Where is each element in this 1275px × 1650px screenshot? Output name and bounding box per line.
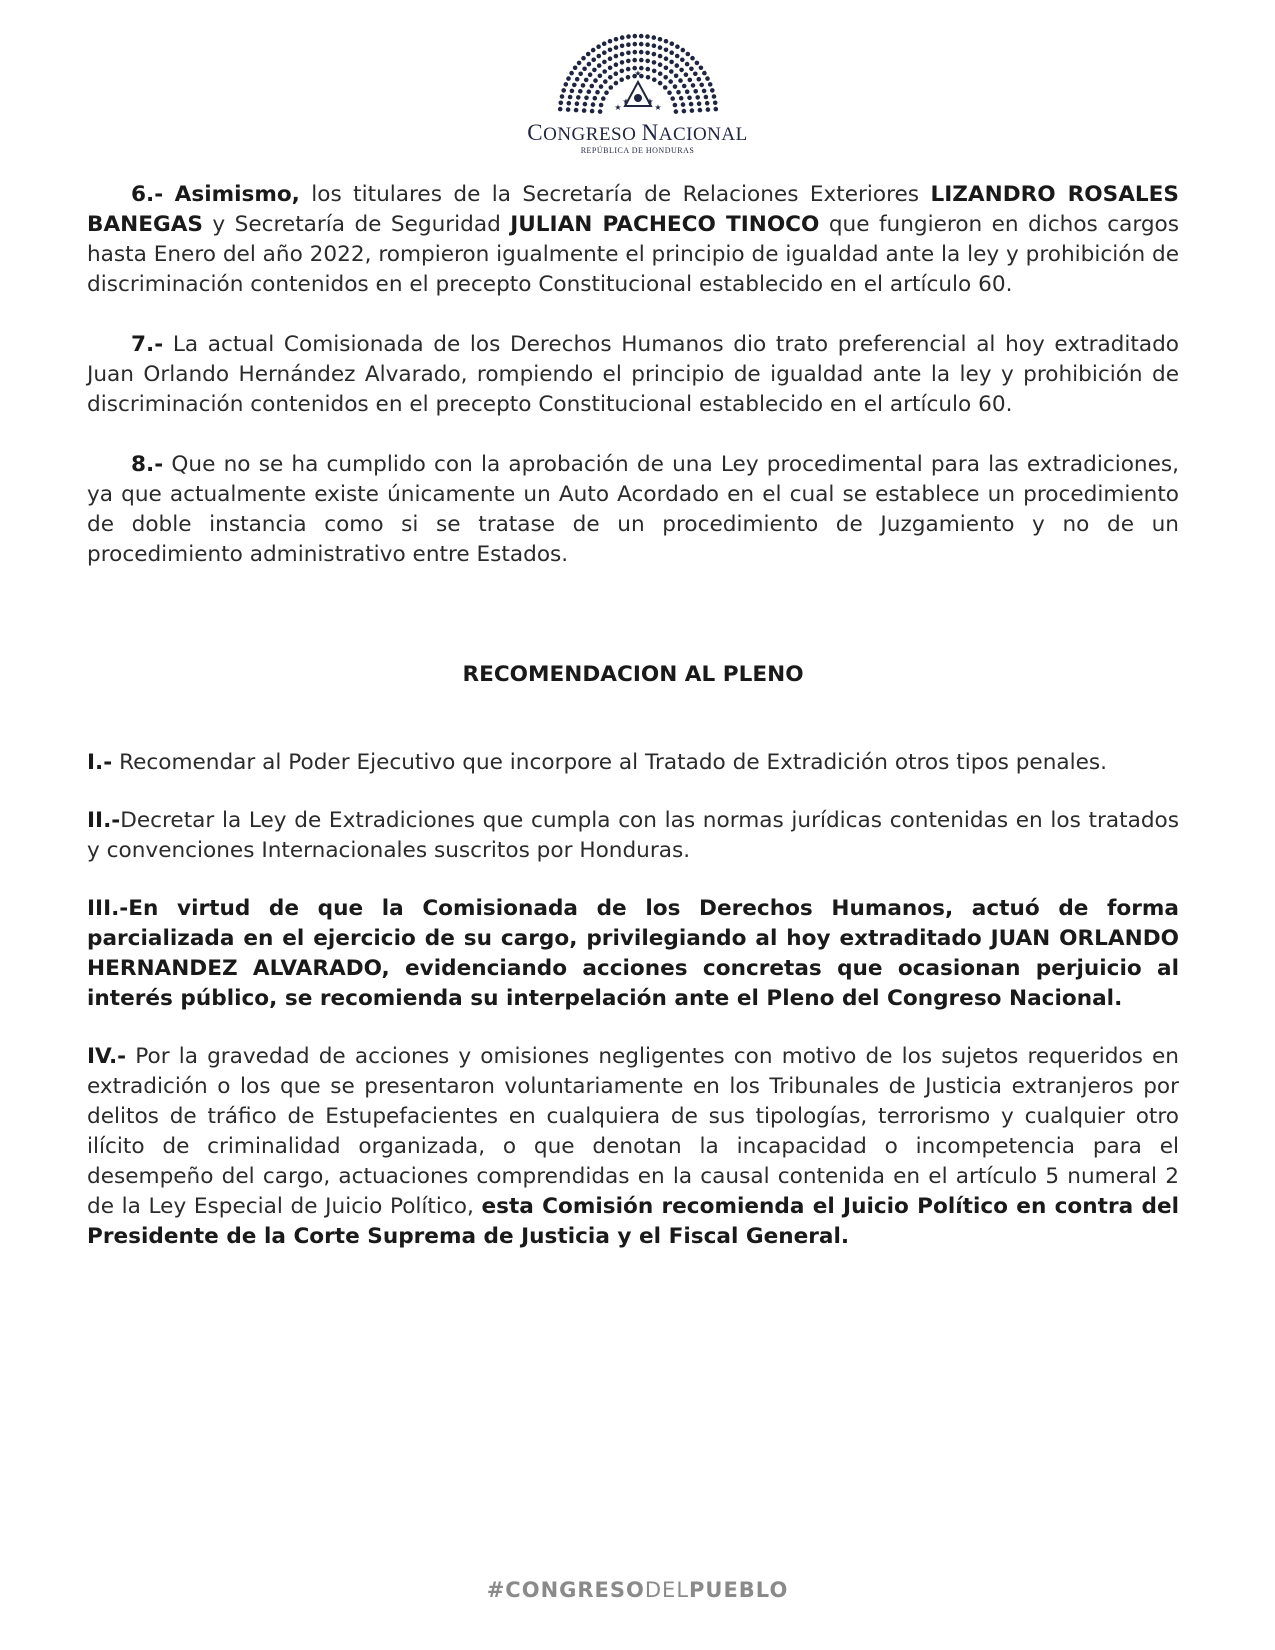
section-title: RECOMENDACION AL PLENO	[462, 662, 804, 687]
org-subtitle: REPÚBLICA DE HONDURAS	[580, 146, 695, 155]
document-body	[87, 180, 1179, 1252]
svg-text:★: ★	[621, 97, 630, 106]
svg-text:★: ★	[653, 103, 662, 112]
paragraph-7: 7.- La actual Comisionada de los Derechos Humanos dio trato preferencial al hoy extraditado Juan Orlando Hernández Alvarado, rompiendo el principio de igualdad ante la ley y prohibición de discriminación contenidos en el precepto Constitucional establecido en el artículo 60.	[87, 332, 1179, 417]
paragraph-6: 6.- Asimismo, los titulares de la Secretaría de Relaciones Exteriores LIZANDRO ROSALES BANEGAS y Secretaría de Seguridad JULIAN PACHECO TINOCO que fungieron en dichos cargos hasta Enero del año 2022, rompieron igualmente el principio de igualdad ante la ley y prohibición de discriminación contenidos en el precepto Constitucional establecido en el artículo 60.	[87, 182, 1180, 297]
letterhead	[0, 30, 1275, 155]
recommendation-1: I.- Recomendar al Poder Ejecutivo que incorpore al Tratado de Extradición otros tipos penales.	[87, 750, 1108, 775]
svg-text:★: ★	[645, 97, 654, 106]
footer-hashtag: #CONGRESODELPUEBLO	[486, 1578, 789, 1602]
recommendation-2: II.-Decretar la Ley de Extradiciones que cumpla con las normas jurídicas contenidas en los tratados y convenciones Internacionales suscritos por Honduras.	[87, 808, 1179, 863]
org-name: CONGRESO NACIONAL	[527, 120, 748, 145]
recommendation-4: IV.- Por la gravedad de acciones y omisiones negligentes con motivo de los sujetos requeridos en extradición o los que se presentaron voluntariamente en los Tribunales de Justicia extranjeros por delitos de tráfico de Estupefacientes en cualquiera de sus tipologías, terrorismo y cualquier otro ilícito de criminalidad organizada, o que denotan la incapacidad o incompetencia para el desempeño del cargo, actuaciones comprendidas en la causal contenida en el artículo 5 numeral 2 de la Ley Especial de Juicio Político, esta Comisión recomienda el Juicio Político en contra del Presidente de la Corte Suprema de Justicia y el Fiscal General.	[87, 1044, 1179, 1249]
parliament-hemicycle-icon	[548, 30, 728, 120]
svg-text:★: ★	[633, 69, 642, 78]
svg-text:★: ★	[613, 103, 622, 112]
paragraph-8: 8.- Que no se ha cumplido con la aprobación de una Ley procedimental para las extradiciones, ya que actualmente existe únicamente un Auto Acordado en el cual se establece un procedimiento de doble instancia como si se tratase de un procedimiento de Juzgamiento y no de un procedimiento administrativo entre Estados.	[87, 452, 1179, 567]
recommendation-3: III.-En virtud de que la Comisionada de los Derechos Humanos, actuó de forma parcializada en el ejercicio de su cargo, privilegiando al hoy extraditado JUAN ORLANDO HERNANDEZ ALVARADO, evidenciando acciones concretas que ocasionan perjuicio al interés público, se recomienda su interpelación ante el Pleno del Congreso Nacional.	[87, 896, 1179, 1011]
